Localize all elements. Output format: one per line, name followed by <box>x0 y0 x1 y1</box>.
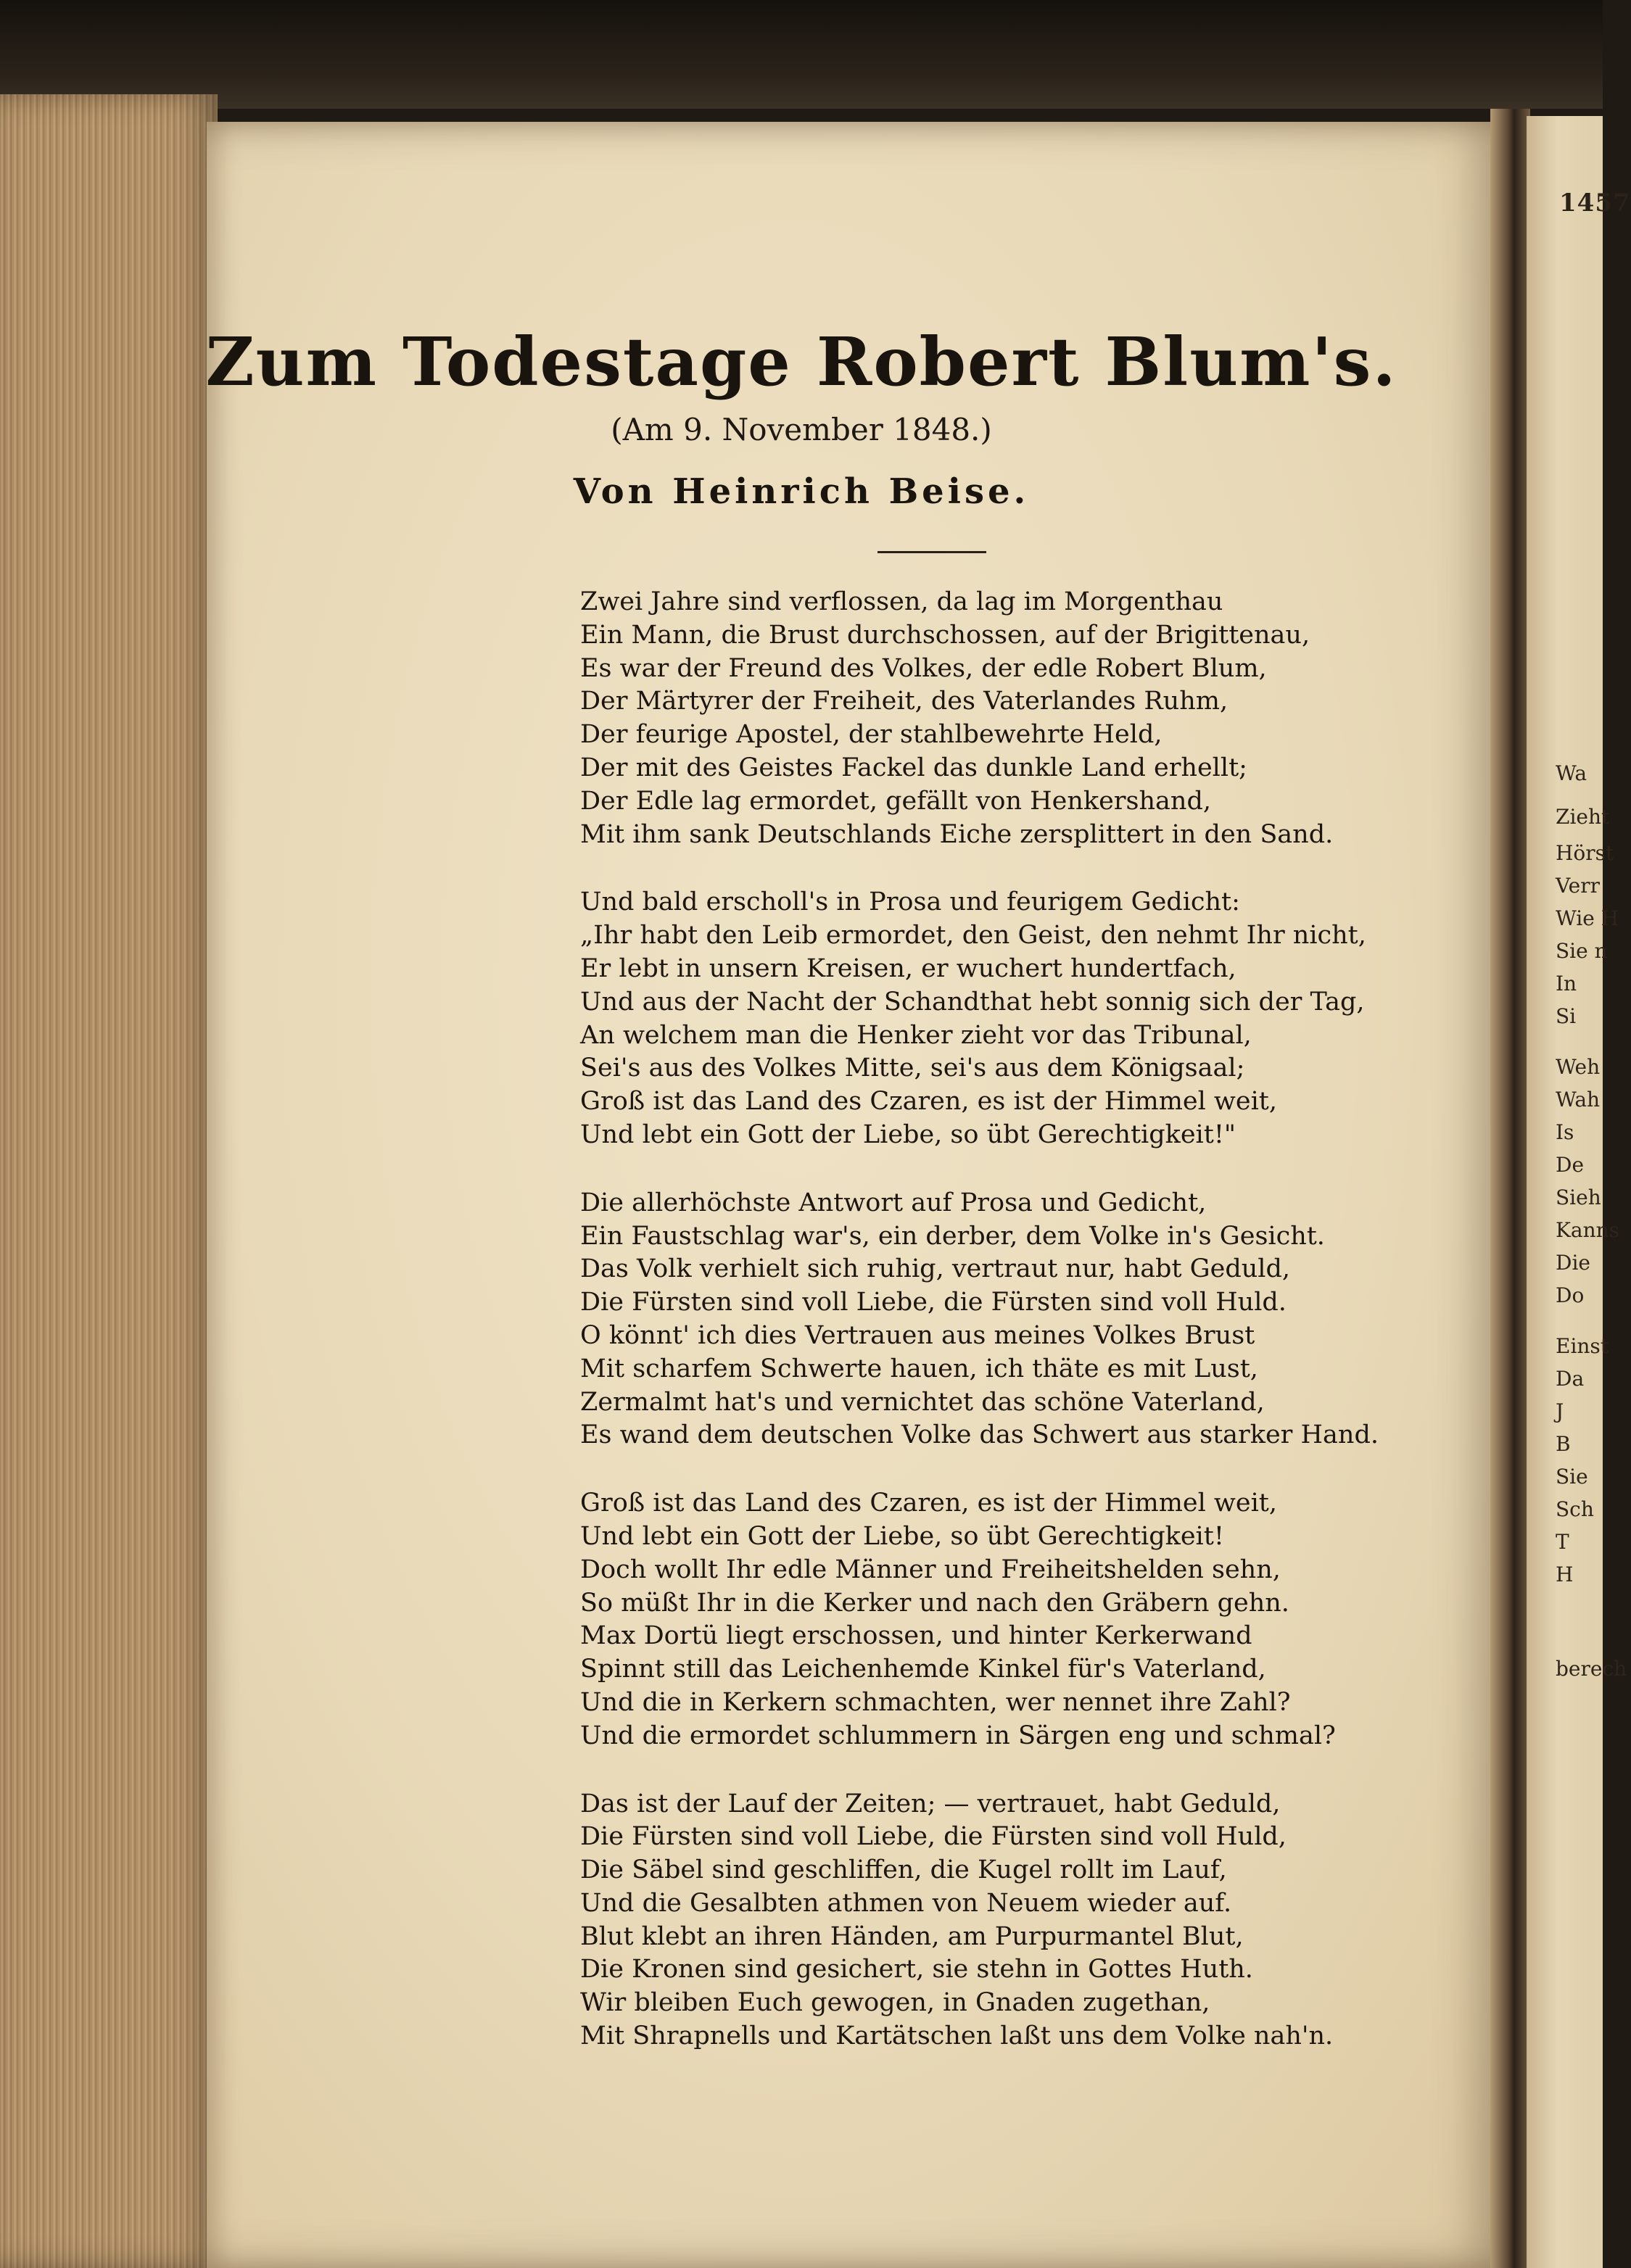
poem-line: So müßt Ihr in die Kerker und nach den Gräbern gehn. <box>580 1588 1289 1618</box>
stanza <box>580 1487 1472 1752</box>
poem-line: Die Fürsten sind voll Liebe, die Fürsten sind voll Huld. <box>580 1288 1287 1317</box>
right-page-fragment: In <box>1556 972 1577 996</box>
poem-line: Zwei Jahre sind verflossen, da lag im Morgenthau <box>580 587 1223 616</box>
right-page-fragment: berech <box>1556 1657 1627 1681</box>
poem-line: An welchem man die Henker zieht vor das Tribunal, <box>580 1020 1252 1050</box>
poem-line: Groß ist das Land des Czaren, es ist der Himmel weit, <box>580 1489 1277 1518</box>
poem-line: Die Fürsten sind voll Liebe, die Fürsten sind voll Huld, <box>580 1822 1287 1852</box>
right-page-fragment: Wa <box>1556 761 1587 785</box>
right-page-fragment: Sieh <box>1556 1185 1601 1209</box>
poem-line: Wir bleiben Euch gewogen, in Gnaden zugethan, <box>580 1988 1210 2018</box>
stanza <box>580 886 1472 1151</box>
poem-line: Und die Gesalbten athmen von Neuem wieder auf. <box>580 1888 1232 1918</box>
poem-line: Und die ermordet schlummern in Särgen eng und schmal? <box>580 1721 1336 1750</box>
poem-author: Von Heinrich Beise. <box>573 471 1030 512</box>
poem-line: Die Säbel sind geschliffen, die Kugel rollt im Lauf, <box>580 1855 1227 1885</box>
right-page-fragment: J <box>1556 1399 1564 1423</box>
poem-line: Doch wollt Ihr edle Männer und Freiheitshelden sehn, <box>580 1555 1281 1584</box>
poem-line: Ein Faustschlag war's, ein derber, dem Volke in's Gesicht. <box>580 1221 1325 1251</box>
poem-line: Groß ist das Land des Czaren, es ist der Himmel weit, <box>580 1087 1277 1117</box>
right-page-fragment: Weh <box>1556 1055 1601 1079</box>
poem-line: Das ist der Lauf der Zeiten; — vertrauet, habt Geduld, <box>580 1789 1281 1818</box>
poem-line: Mit Shrapnells und Kartätschen laßt uns dem Volke nah'n. <box>580 2021 1334 2051</box>
poem-line: Und lebt ein Gott der Liebe, so übt Gerechtigkeit!" <box>580 1119 1236 1149</box>
stanza <box>580 586 1472 851</box>
right-page-fragment: Sch <box>1556 1497 1594 1521</box>
poem-line: Die Kronen sind gesichert, sie stehn in Gottes Huth. <box>580 1955 1253 1984</box>
right-page-number: 1457 <box>1559 189 1631 218</box>
right-page-fragment: Einst <box>1556 1334 1609 1358</box>
poem-line: Er lebt in unsern Kreisen, er wuchert hundertfach, <box>580 953 1236 983</box>
poem-line: Der Edle lag ermordet, gefällt von Henkershand, <box>580 786 1211 816</box>
poem-line: Max Dortü liegt erschossen, und hinter Kerkerwand <box>580 1621 1252 1651</box>
poem-body <box>580 586 1472 2088</box>
right-page-fragment: T <box>1556 1530 1569 1554</box>
right-page-fragment: Verr <box>1556 874 1600 898</box>
right-page-fragment: Kanns <box>1556 1218 1620 1242</box>
poem-line: Der feurige Apostel, der stahlbewehrte Held, <box>580 720 1163 750</box>
right-page-fragment: Wah <box>1556 1088 1601 1112</box>
right-page-fragment: B <box>1556 1432 1571 1456</box>
poem-line: Die allerhöchste Antwort auf Prosa und Gedicht, <box>580 1188 1207 1217</box>
poem-line: Und die in Kerkern schmachten, wer nennet ihre Zahl? <box>580 1687 1291 1717</box>
title-divider <box>878 551 986 553</box>
right-page-fragment: Zieht <box>1556 805 1610 829</box>
poem-line: Und bald erscholl's in Prosa und feurigem Gedicht: <box>580 887 1240 917</box>
poem-line: Und lebt ein Gott der Liebe, so übt Gerechtigkeit! <box>580 1521 1224 1551</box>
poem-line: Zermalmt hat's und vernichtet das schöne Vaterland, <box>580 1387 1265 1417</box>
right-page-fragment: Sie n <box>1556 939 1608 963</box>
poem-line: Der Märtyrer der Freiheit, des Vaterlandes Ruhm, <box>580 687 1229 716</box>
poem-line: Mit ihm sank Deutschlands Eiche zersplittert in den Sand. <box>580 819 1334 849</box>
poem-line: Und aus der Nacht der Schandthat hebt sonnig sich der Tag, <box>580 987 1365 1017</box>
right-page-fragment: Da <box>1556 1367 1585 1391</box>
poem-line: „Ihr habt den Leib ermordet, den Geist, den nehmt Ihr nicht, <box>580 921 1366 951</box>
poem-line: Der mit des Geistes Fackel das dunkle Land erhellt; <box>580 753 1247 782</box>
poem-line: Spinnt still das Leichenhemde Kinkel für's Vaterland, <box>580 1655 1266 1684</box>
right-page-fragment: Si <box>1556 1004 1577 1028</box>
poem-line: Sei's aus des Volkes Mitte, sei's aus dem Königsaal; <box>580 1054 1245 1083</box>
dark-background <box>0 0 1603 109</box>
poem-line: Das Volk verhielt sich ruhig, vertraut nur, habt Geduld, <box>580 1254 1290 1284</box>
poem-line: Es wand dem deutschen Volke das Schwert aus starker Hand. <box>580 1420 1379 1450</box>
poem-line: Es war der Freund des Volkes, der edle Robert Blum, <box>580 653 1267 683</box>
right-page-fragment: Is <box>1556 1120 1574 1144</box>
stanza <box>580 1788 1472 2053</box>
right-page-fragment: Sie <box>1556 1465 1588 1489</box>
poem-title: Zum Todestage Robert Blum's. <box>205 323 1397 401</box>
poem-line: Ein Mann, die Brust durchschossen, auf der Brigittenau, <box>580 620 1310 650</box>
right-page-fragment: De <box>1556 1153 1585 1177</box>
poem-date: (Am 9. November 1848.) <box>611 412 992 447</box>
right-page-fragment: H <box>1556 1563 1574 1586</box>
poem-line: Mit scharfem Schwerte hauen, ich thäte es mit Lust, <box>580 1354 1258 1383</box>
right-page-fragment: Die <box>1556 1251 1590 1275</box>
right-page-fragment: Do <box>1556 1283 1585 1307</box>
right-page-fragment: Wie H <box>1556 906 1619 930</box>
right-page-fragment: Hörst <box>1556 841 1614 865</box>
poem-line: Blut klebt an ihren Händen, am Purpurmantel Blut, <box>580 1921 1244 1951</box>
stanza <box>580 1187 1472 1452</box>
poem-line: O könnt' ich dies Vertrauen aus meines Volkes Brust <box>580 1320 1255 1350</box>
